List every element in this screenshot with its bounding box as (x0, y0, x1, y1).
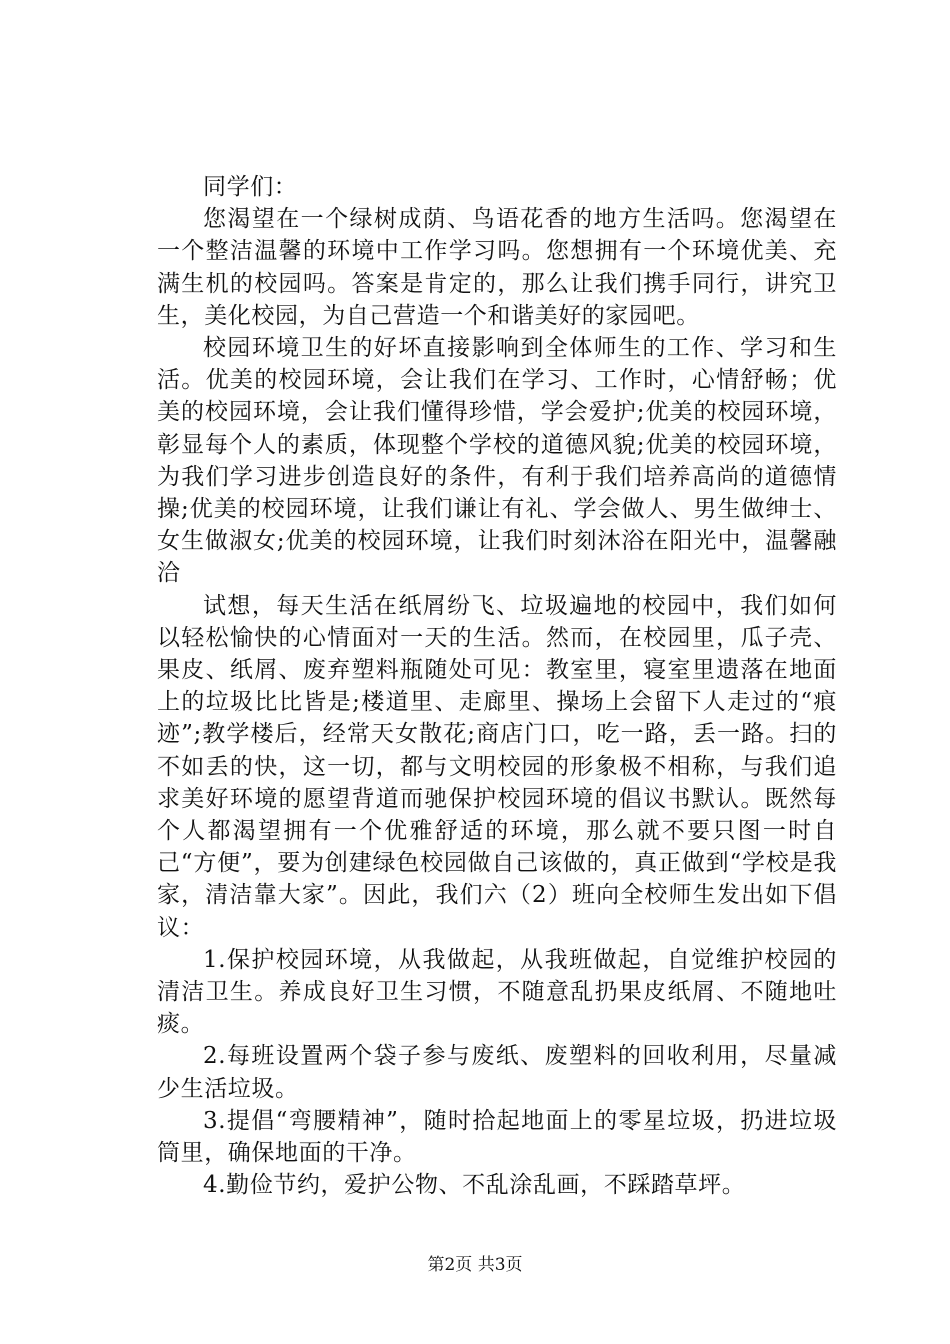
list-item: 2.每班设置两个袋子参与废纸、废塑料的回收利用，尽量减少生活垃圾。 (157, 1043, 837, 1102)
greeting-paragraph: 同学们： (203, 174, 298, 200)
list-item: 1.保护校园环境，从我做起，从我班做起，自觉维护校园的清洁卫生。养成良好卫生习惯，不随意乱扔果皮纸屑、不随地吐痰。 (157, 946, 837, 1038)
page-number-footer: 第2页 共3页 (427, 1255, 523, 1275)
paragraph: 试想，每天生活在纸屑纷飞、垃圾遍地的校园中，我们如何以轻松愉快的心情面对一天的生活。然而，在校园里，瓜子壳、果皮、纸屑、废弃塑料瓶随处可见：教室里，寝室里遗落在地面上的垃圾比比皆是;楼道里、走廊里、操场上会留下人走过的“痕迹”;教学楼后，经常天女散花;商店门口，吃一路，丢一路。扫的不如丢的快，这一切，都与文明校园的形象极不相称，与我们追求美好环境的愿望背道而驰保护校园环境的倡议书默认。既然每个人都渴望拥有一个优雅舒适的环境，那么就不要只图一时自己“方便”，要为创建绿色校园做自己该做的，真正做到“学校是我家，清洁靠大家”。因此，我们六（2）班向全校师生发出如下倡议： (157, 592, 837, 941)
list-item: 4.勤俭节约，爱护公物、不乱涂乱画，不踩踏草坪。 (203, 1172, 746, 1199)
paragraph: 您渴望在一个绿树成荫、鸟语花香的地方生活吗。您渴望在一个整洁温馨的环境中工作学习吗。您想拥有一个环境优美、充满生机的校园吗。答案是肯定的，那么让我们携手同行，讲究卫生，美化校园，为自己营造一个和谐美好的家园吧。 (157, 206, 837, 329)
list-item: 3.提倡“弯腰精神”，随时拾起地面上的零星垃圾，扔进垃圾筒里，确保地面的干净。 (157, 1107, 837, 1167)
paragraph: 校园环境卫生的好坏直接影响到全体师生的工作、学习和生活。优美的校园环境，会让我们在学习、工作时，心情舒畅；优美的校园环境，会让我们懂得珍惜，学会爱护;优美的校园环境，彰显每个人的素质，体现整个学校的道德风貌;优美的校园环境，为我们学习进步创造良好的条件，有利于我们培养高尚的道德情操;优美的校园环境，让我们谦让有礼、学会做人、男生做绅士、女生做淑女;优美的校园环境，让我们时刻沐浴在阳光中，温馨融洽 (157, 335, 837, 587)
body-text (157, 171, 837, 1202)
